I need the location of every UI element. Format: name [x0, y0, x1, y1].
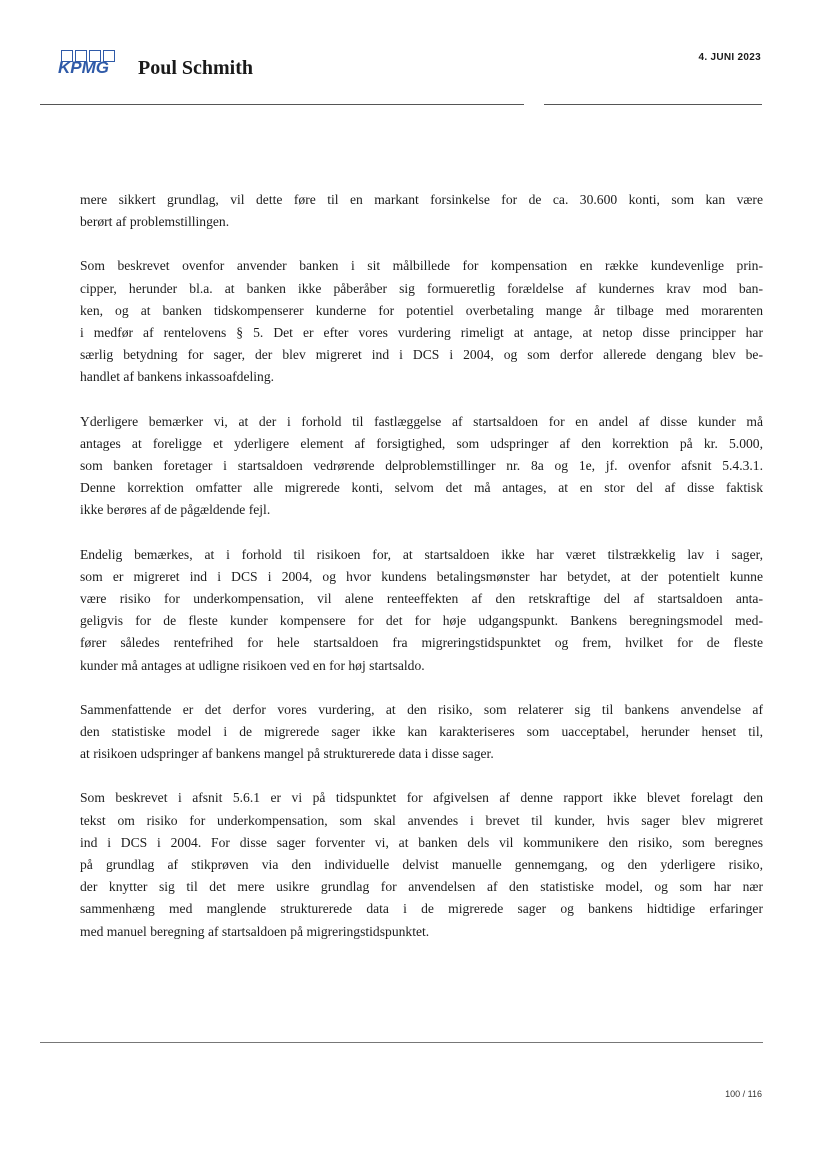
text-line: være risiko for underkompensation, vil alene renteeffekten af den retskraftige del af startsaldoen anta- — [80, 591, 763, 607]
page-number: 100 / 116 — [725, 1089, 762, 1099]
text-line: særlig betydning for sager, der blev migreret ind i DCS i 2004, og som derfor allerede dengang blev be- — [80, 347, 763, 363]
text-line: sammenhæng med manglende strukturerede data i de migrerede sager og bankens hidtidige erfaringer — [80, 901, 763, 917]
text-line: fører således rentefrihed for hele startsaldoen fra migreringstidspunktet og frem, hvilket for de fleste — [80, 635, 763, 651]
text-line: i medfør af rentelovens § 5. Det er efter vores vurdering rimeligt at antage, at netop disse principper har — [80, 325, 763, 341]
footer-divider — [40, 1042, 763, 1043]
text-line: Sammenfattende er det derfor vores vurdering, at den risiko, som relaterer sig til bankens anvendelse af — [80, 701, 763, 717]
text-line: Som beskrevet ovenfor anvender banken i sit målbillede for kompensation en række kundevenlige prin- — [80, 258, 763, 274]
text-line: cipper, herunder bl.a. at banken ikke påberåber sig formueretlig forældelse af kundernes krav mod ban- — [80, 280, 763, 296]
firm-name: Poul Schmith — [138, 57, 254, 79]
header-divider-right — [544, 104, 762, 105]
paragraph — [80, 699, 763, 766]
text-line: ind i DCS i 2004. For disse sager forventer vi, at banken dels vil kommunikere den risiko, som beregnes — [80, 834, 763, 850]
text-line: den statistiske model i de migrerede sager ikke kan karakteriseres som uacceptabel, herunder henset til, — [80, 724, 763, 740]
text-line: ikke berøres af de pågældende fejl. — [80, 502, 271, 518]
paragraph — [80, 411, 763, 522]
text-line: Endelig bemærkes, at i forhold til risikoen for, at startsaldoen ikke har været tilstrækkelig lav i sager, — [80, 546, 763, 562]
text-line: geligvis for de fleste kunder kompensere for det for høje udgangspunkt. Bankens beregningsmodel med- — [80, 613, 763, 629]
kpmg-logo — [58, 50, 120, 80]
text-line: at risikoen udspringer af bankens mangel på strukturerede data i disse sager. — [80, 746, 494, 762]
paragraph — [80, 189, 763, 233]
paragraph — [80, 544, 763, 677]
text-line: tekst om risiko for underkompensation, som skal anvendes i brevet til kunder, hvis sager blev migreret — [80, 812, 763, 828]
text-line: handlet af bankens inkassoafdeling. — [80, 369, 275, 385]
logo-text: KPMG — [58, 58, 109, 77]
text-line: der knytter sig til det mere usikre grundlag for anvendelsen af den statistiske model, og som har nær — [80, 879, 763, 895]
text-line: kunder må antages at udligne risikoen ved en for høj startsaldo. — [80, 657, 425, 673]
text-line: mere sikkert grundlag, vil dette føre til en markant forsinkelse for de ca. 30.600 konti, som kan være — [80, 192, 763, 207]
paragraph — [80, 255, 763, 388]
text-line: på grundlag af stikprøven via den individuelle delvist manuelle gennemgang, og den yderligere risiko, — [80, 857, 763, 873]
header-divider-left — [40, 104, 524, 105]
header-date: 4. JUNI 2023 — [698, 52, 761, 63]
text-line: antages at foreligge et yderligere element af forsigtighed, som udspringer af den korrektion på kr. 5.000, — [80, 435, 763, 451]
text-line: Som beskrevet i afsnit 5.6.1 er vi på tidspunktet for afgivelsen af denne rapport ikke blevet forelagt den — [80, 790, 763, 806]
text-line: ken, og at banken tidskompenserer kunderne for potentiel overbetaling mange år tilbage med morarenten — [80, 302, 763, 318]
text-line: som er migreret ind i DCS i 2004, og hvor kundens betalingsmønster har betydet, at der potentielt kunne — [80, 568, 763, 584]
text-line: med manuel beregning af startsaldoen på migreringstidspunktet. — [80, 923, 430, 939]
text-line: Yderligere bemærker vi, at der i forhold til fastlæggelse af startsaldoen for en andel af disse kunder må — [80, 413, 763, 429]
text-line: som banken foretager i startsaldoen vedrørende delproblemstillinger nr. 8a og 1e, jf. ovenfor afsnit 5.4.3.1. — [80, 458, 763, 474]
paragraph — [80, 787, 763, 942]
text-line: berørt af problemstillingen. — [80, 214, 230, 230]
body-text — [80, 189, 763, 965]
text-line: Denne korrektion omfatter alle migrerede konti, selvom det må antages, at en stor del af disse faktisk — [80, 480, 763, 496]
